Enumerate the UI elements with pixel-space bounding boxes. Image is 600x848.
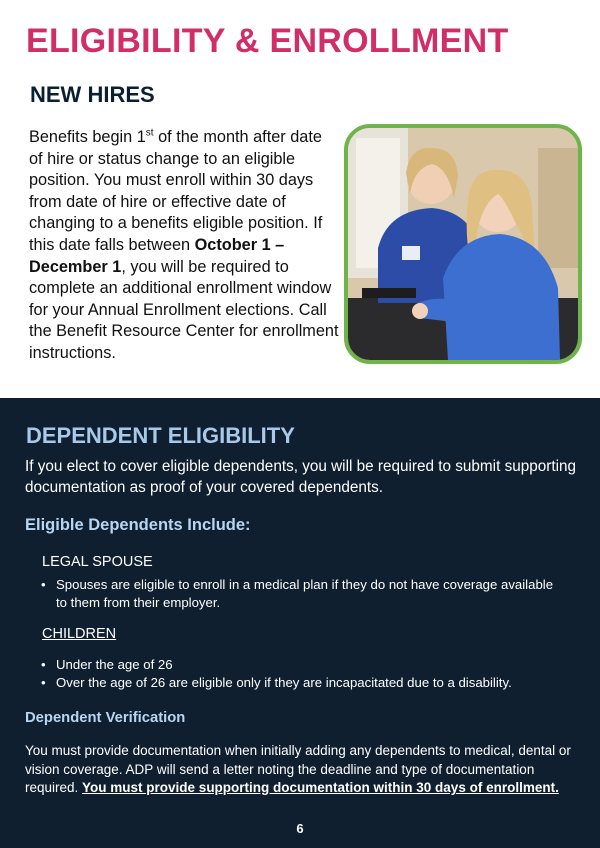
children-list [41,656,561,692]
employees-photo-illustration [348,128,578,360]
verification-deadline: You must provide supporting documentation within 30 days of enrollment. [82,780,559,795]
list-item: • Under the age of 26 [41,656,561,674]
new-hires-heading: NEW HIRES [30,82,155,107]
intro-superscript: st [145,127,154,139]
dependent-intro: If you elect to cover eligible dependents, you will be required to submit supporting documentation as proof of your covered dependents. [25,458,577,496]
spouse-list [41,576,561,612]
eligible-dependents-heading: Eligible Dependents Include: [25,516,251,534]
employees-photo [344,124,582,364]
dependent-eligibility-heading: DEPENDENT ELIGIBILITY [26,423,295,448]
legal-spouse-label: LEGAL SPOUSE [42,554,153,570]
new-hires-section [0,0,600,398]
new-hires-paragraph [29,127,339,365]
dependent-verification-heading: Dependent Verification [25,710,186,726]
dependent-verification-text [25,742,575,798]
list-item: • Over the age of 26 are eligible only if they are incapacitated due to a disability. [41,674,561,692]
list-item: • Spouses are eligible to enroll in a medical plan if they do not have coverage available to them from their employer. [41,576,561,612]
page-title: ELIGIBILITY & ENROLLMENT [26,22,509,60]
intro-text-2: of the month after date of hire or status change to an eligible position. You must enroll within 30 days from date of hire or effective date of changing to a benefits eligible position. If this date falls between [29,128,323,254]
intro-text-1: Benefits begin 1 [29,128,146,146]
verification-body: You must provide documentation when initially adding any dependents to medical, dental or vision coverage. ADP will send a letter noting the deadline and type of documentation required. [25,743,571,795]
intro-date-range: October 1 – December 1 [29,235,285,276]
page-number: 6 [296,821,304,836]
intro-text-3: , you will be required to complete an additional enrollment window for your Annual Enrollment elections. Call the Benefit Resource Center for enrollment instructions. [29,257,339,362]
children-label: CHILDREN [42,626,117,642]
dependent-eligibility-section [0,398,600,848]
